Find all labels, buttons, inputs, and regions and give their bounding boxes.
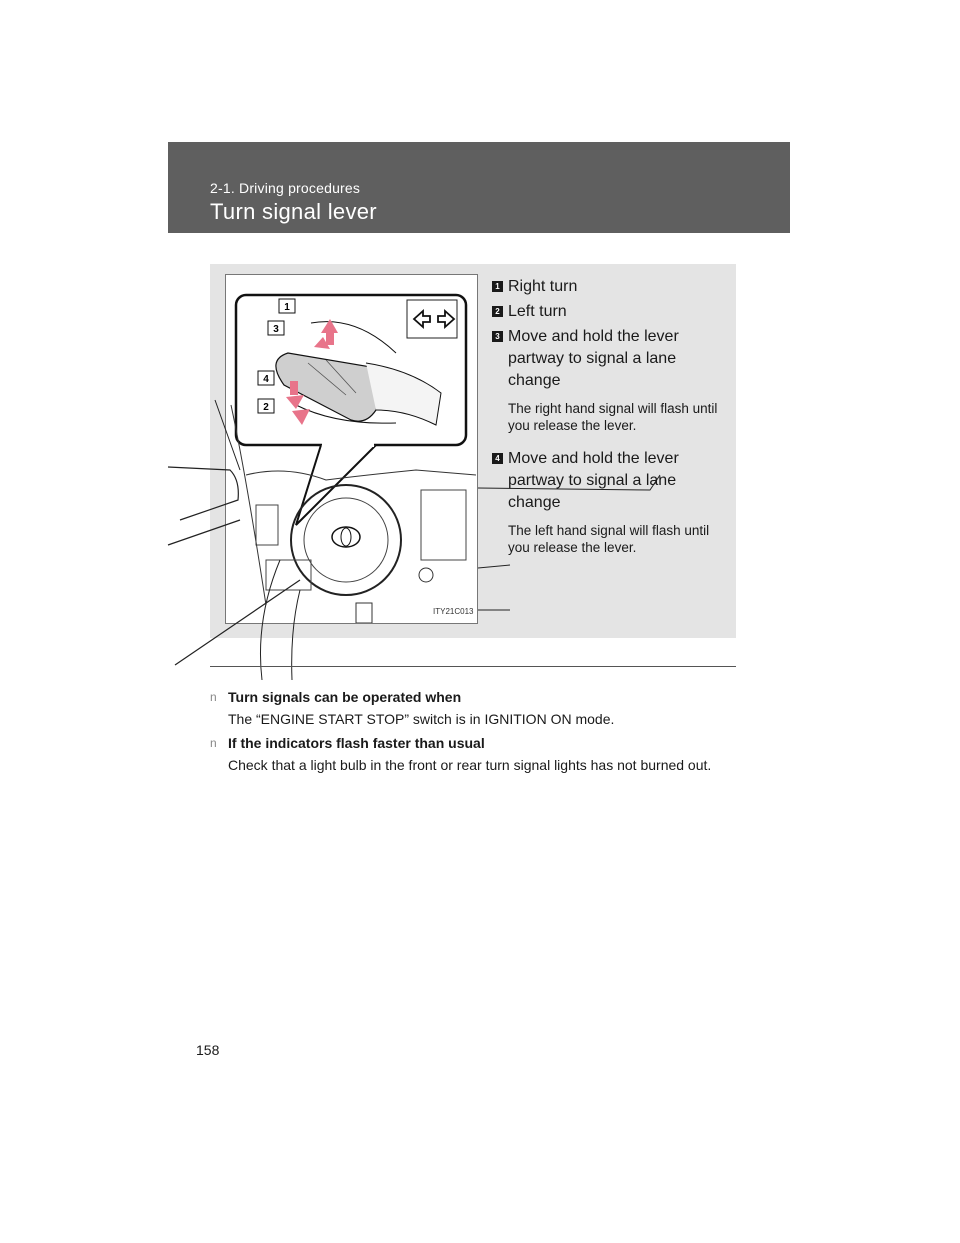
legend-label: Move and hold the lever partway to signal a lane change bbox=[508, 450, 679, 511]
callout-3: 3 bbox=[273, 324, 279, 335]
legend-item-lane-change-left bbox=[492, 448, 724, 556]
legend-badge: 1 bbox=[492, 281, 503, 292]
note-bullet: n bbox=[210, 736, 217, 750]
legend-item-right-turn bbox=[492, 276, 724, 298]
note-heading-text: Turn signals can be operated when bbox=[228, 689, 462, 705]
page-number: 158 bbox=[196, 1042, 220, 1058]
legend-badge: 3 bbox=[492, 331, 503, 342]
callout-1: 1 bbox=[284, 302, 290, 313]
legend-item-left-turn bbox=[492, 301, 724, 323]
note-bullet: n bbox=[210, 690, 217, 704]
legend-badge: 4 bbox=[492, 453, 503, 464]
section-divider bbox=[210, 666, 736, 667]
note-heading bbox=[210, 732, 750, 754]
figure-code: ITY21C013 bbox=[433, 607, 474, 616]
callout-4: 4 bbox=[263, 374, 269, 385]
note-body: Check that a light bulb in the front or rear turn signal lights has not burned out. bbox=[228, 757, 712, 773]
legend-label: Move and hold the lever partway to signal a lane change bbox=[508, 328, 679, 389]
notes-section bbox=[210, 686, 750, 778]
legend-label: Right turn bbox=[508, 278, 578, 295]
legend-item-lane-change-right bbox=[492, 326, 724, 434]
legend-badge: 2 bbox=[492, 306, 503, 317]
note-heading-text: If the indicators flash faster than usual bbox=[228, 735, 485, 751]
note-body: The “ENGINE START STOP” switch is in IGNITION ON mode. bbox=[228, 711, 615, 727]
page-title: Turn signal lever bbox=[210, 199, 377, 224]
legend-note: The right hand signal will flash until you release the lever. bbox=[508, 401, 718, 433]
callout-2: 2 bbox=[263, 402, 269, 413]
note-heading bbox=[210, 686, 750, 708]
legend-label: Left turn bbox=[508, 303, 567, 320]
legend-list bbox=[492, 276, 724, 556]
section-title: 2-1. Driving procedures bbox=[210, 180, 361, 196]
legend-note: The left hand signal will flash until you release the lever. bbox=[508, 523, 710, 555]
